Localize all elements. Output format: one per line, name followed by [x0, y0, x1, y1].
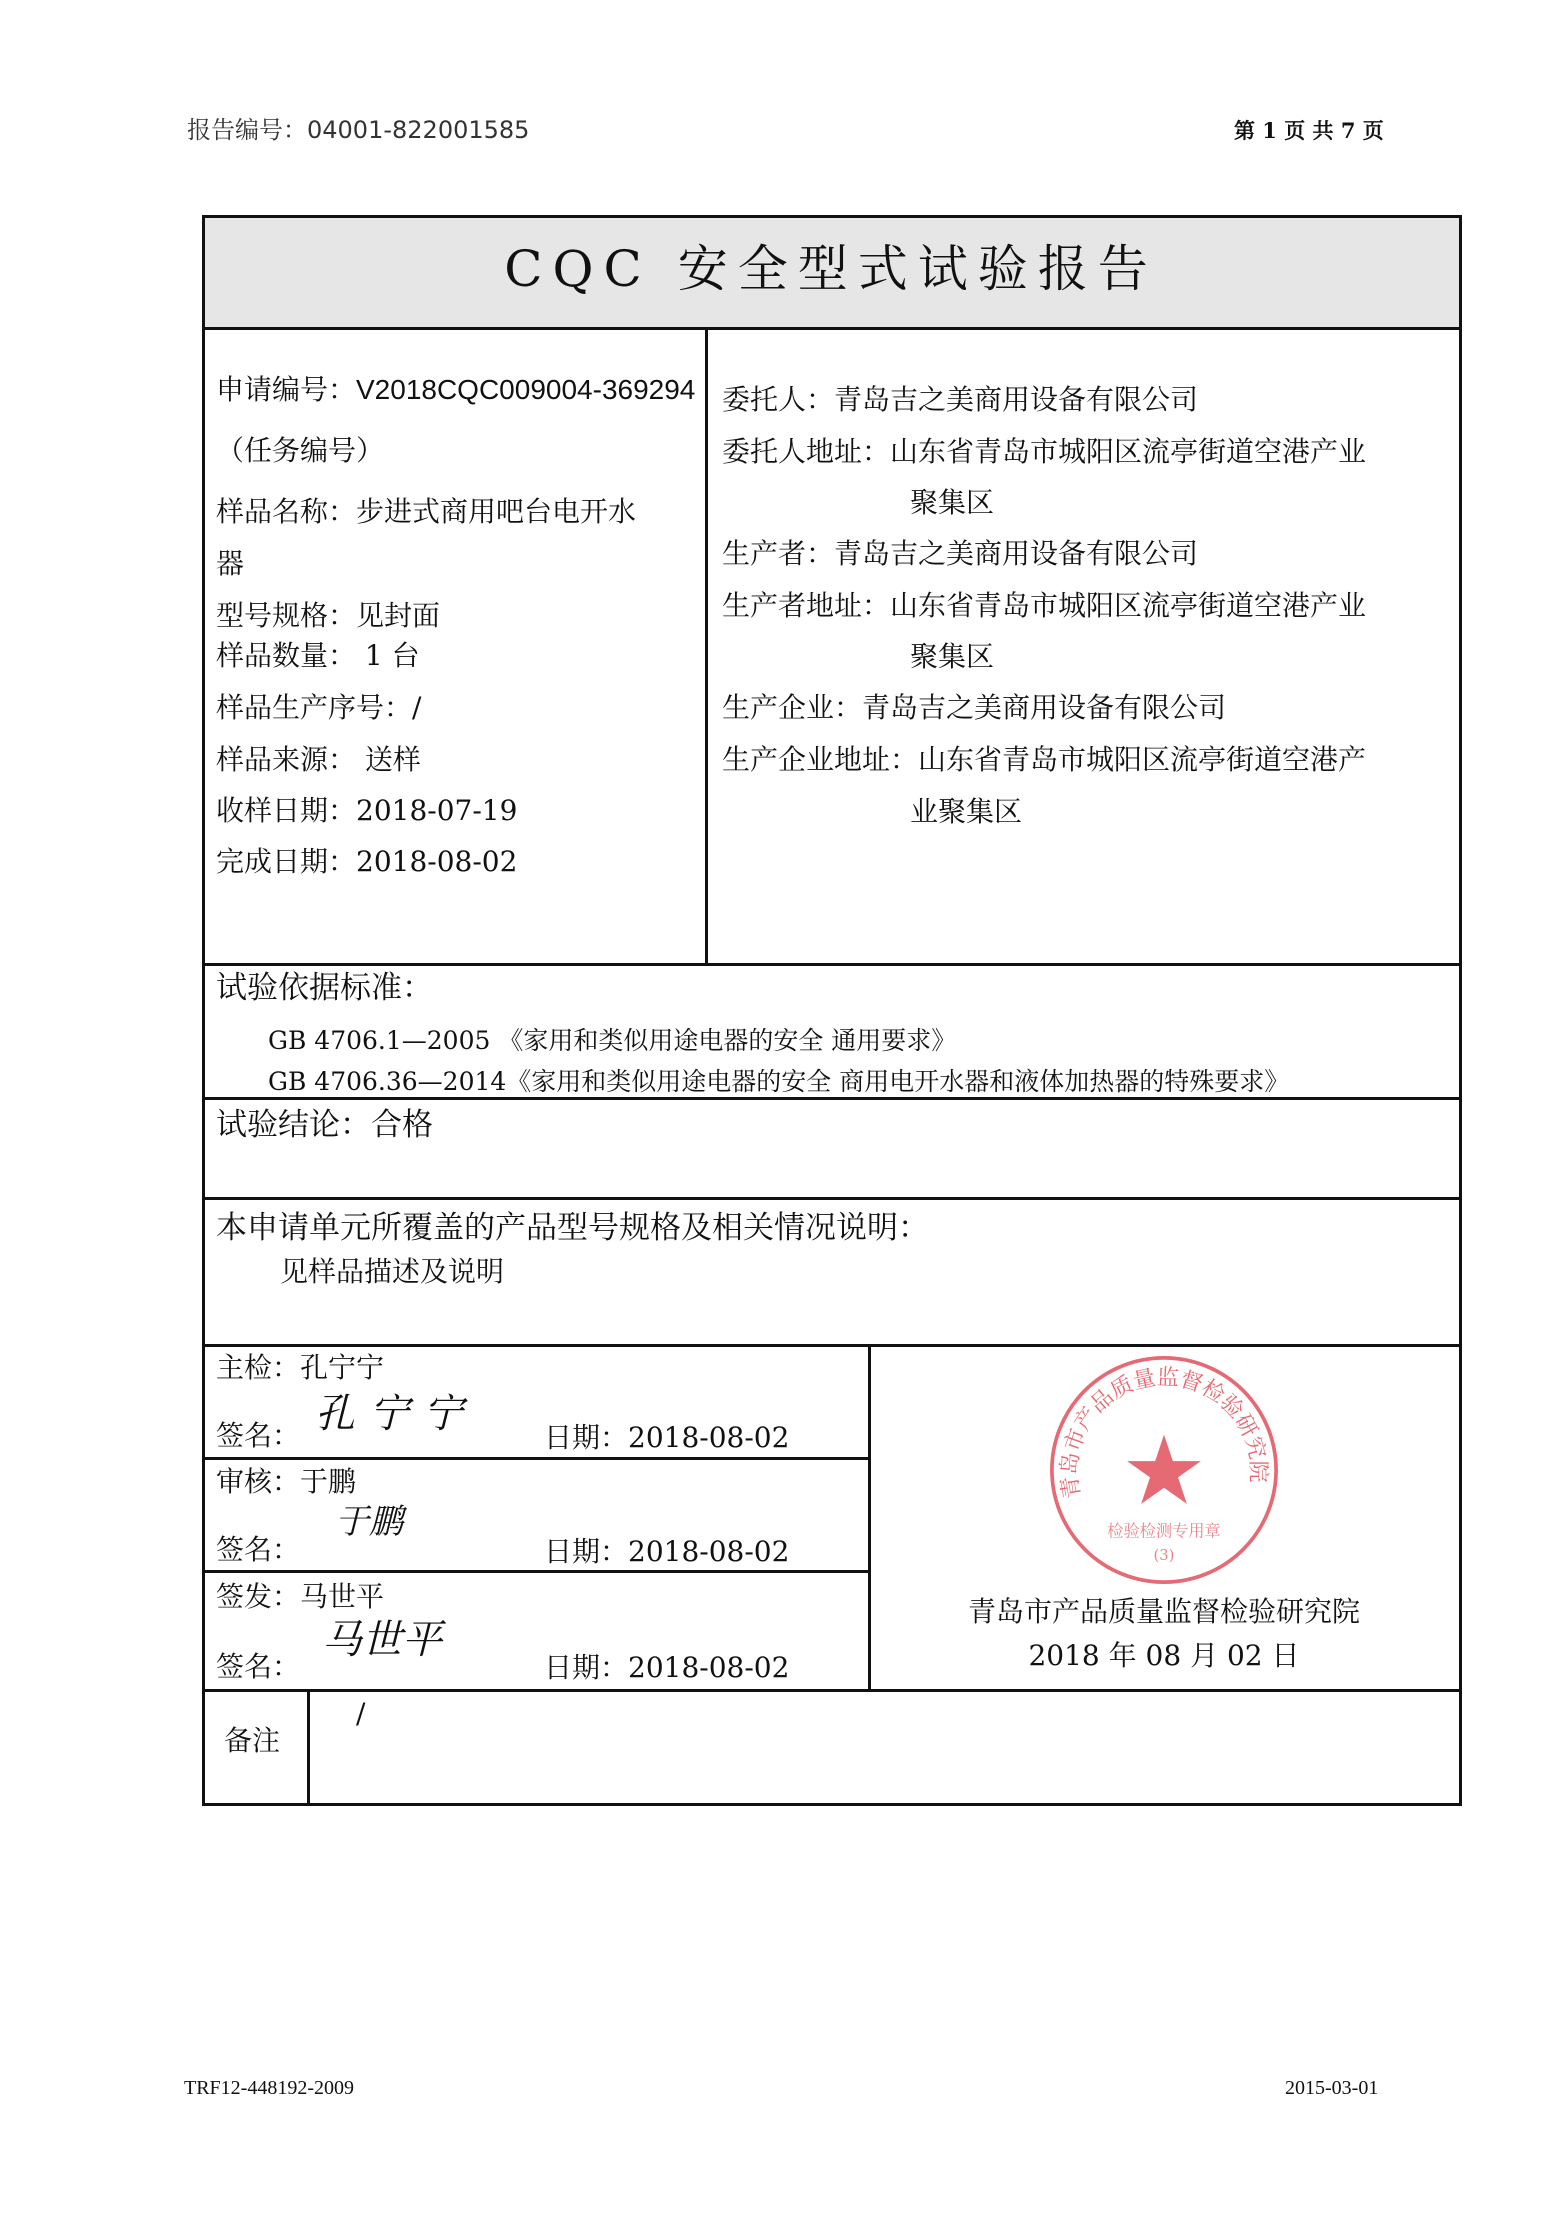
producer: 生产者：青岛吉之美商用设备有限公司: [722, 537, 1199, 570]
divider: [202, 963, 1462, 966]
standard-item: GB 4706.1—2005 《家用和类似用途电器的安全 通用要求》: [268, 1026, 957, 1055]
sample-serial: 样品生产序号：/: [216, 691, 422, 724]
handwritten-signature: 马世平: [322, 1617, 442, 1663]
client-address: 委托人地址：山东省青岛市城阳区流亭街道空港产业: [722, 435, 1367, 468]
task-number-label: （任务编号）: [216, 434, 385, 467]
manufacturer-address: 生产企业地址：山东省青岛市城阳区流亭街道空港产: [722, 743, 1367, 776]
inspector: 主检：孔宁宁: [216, 1351, 385, 1384]
description-text: 见样品描述及说明: [280, 1255, 505, 1288]
client: 委托人：青岛吉之美商用设备有限公司: [722, 383, 1199, 416]
issuer: 签发：马世平: [216, 1580, 385, 1613]
footer-form-number: TRF12-448192-2009: [184, 2077, 354, 2099]
divider: [202, 327, 1462, 330]
divider: [868, 1344, 871, 1691]
official-seal: [1046, 1352, 1282, 1588]
remarks-value: /: [356, 1697, 366, 1730]
star-icon: [1127, 1435, 1201, 1504]
divider: [705, 327, 708, 965]
sample-source: 样品来源： 送样: [216, 743, 421, 776]
handwritten-signature: 于鹏: [335, 1502, 403, 1542]
remarks-label: 备注: [224, 1724, 281, 1757]
sign-label: 签名：: [216, 1533, 301, 1566]
sign-label: 签名：: [216, 1419, 301, 1452]
description-heading: 本申请单元所覆盖的产品型号规格及相关情况说明：: [216, 1210, 929, 1246]
standards-heading: 试验依据标准：: [216, 970, 433, 1006]
test-conclusion: 试验结论：合格: [216, 1107, 433, 1143]
footer-date: 2015-03-01: [1285, 2077, 1379, 2099]
producer-address: 生产者地址：山东省青岛市城阳区流亭街道空港产业: [722, 589, 1367, 622]
manufacturer-address-cont: 业聚集区: [910, 795, 1023, 828]
handwritten-signature: 孔宁宁: [315, 1391, 477, 1437]
divider: [307, 1689, 310, 1805]
model-spec: 型号规格：见封面: [216, 599, 441, 632]
manufacturer: 生产企业：青岛吉之美商用设备有限公司: [722, 691, 1227, 724]
divider: [202, 215, 205, 1806]
divider: [202, 1097, 1462, 1100]
page-title: CQC 安全型式试验报告: [504, 240, 1158, 298]
sign-label: 签名：: [216, 1650, 301, 1683]
report-number: 报告编号：04001-822001585: [187, 116, 530, 144]
seal-subtext: 检验检测专用章: [1107, 1521, 1221, 1541]
divider: [202, 1570, 870, 1573]
divider: [1459, 215, 1462, 1806]
seal-number: (3): [1153, 1546, 1175, 1564]
sign-date: 日期：2018-08-02: [544, 1651, 790, 1684]
producer-address-cont: 聚集区: [910, 640, 995, 673]
sign-date: 日期：2018-08-02: [544, 1535, 790, 1568]
divider: [202, 215, 1462, 218]
receive-date: 收样日期：2018-07-19: [216, 794, 518, 827]
application-number: 申请编号：V2018CQC009004-369294: [216, 374, 696, 405]
sign-date: 日期：2018-08-02: [544, 1421, 790, 1454]
sample-name: 样品名称：步进式商用吧台电开水: [216, 495, 637, 528]
divider: [202, 1344, 1462, 1347]
reviewer: 审核：于鹏: [216, 1465, 357, 1498]
divider: [202, 1457, 870, 1460]
divider: [202, 1689, 1462, 1692]
stamp-date: 2018 年 08 月 02 日: [1028, 1639, 1300, 1672]
divider: [202, 1197, 1462, 1200]
sample-quantity: 样品数量： 1 台: [216, 639, 420, 672]
page-info: 第 1 页 共 7 页: [1234, 118, 1384, 143]
divider: [202, 1803, 1462, 1806]
stamp-organization: 青岛市产品质量监督检验研究院: [967, 1595, 1360, 1628]
sample-name-cont: 器: [216, 547, 245, 580]
client-address-cont: 聚集区: [910, 486, 995, 519]
standard-item: GB 4706.36—2014《家用和类似用途电器的安全 商用电开水器和液体加热器的特殊要求》: [268, 1067, 1290, 1096]
complete-date: 完成日期：2018-08-02: [216, 845, 518, 878]
seal-text: 青岛市产品质量监督检验研究院: [1056, 1364, 1272, 1501]
